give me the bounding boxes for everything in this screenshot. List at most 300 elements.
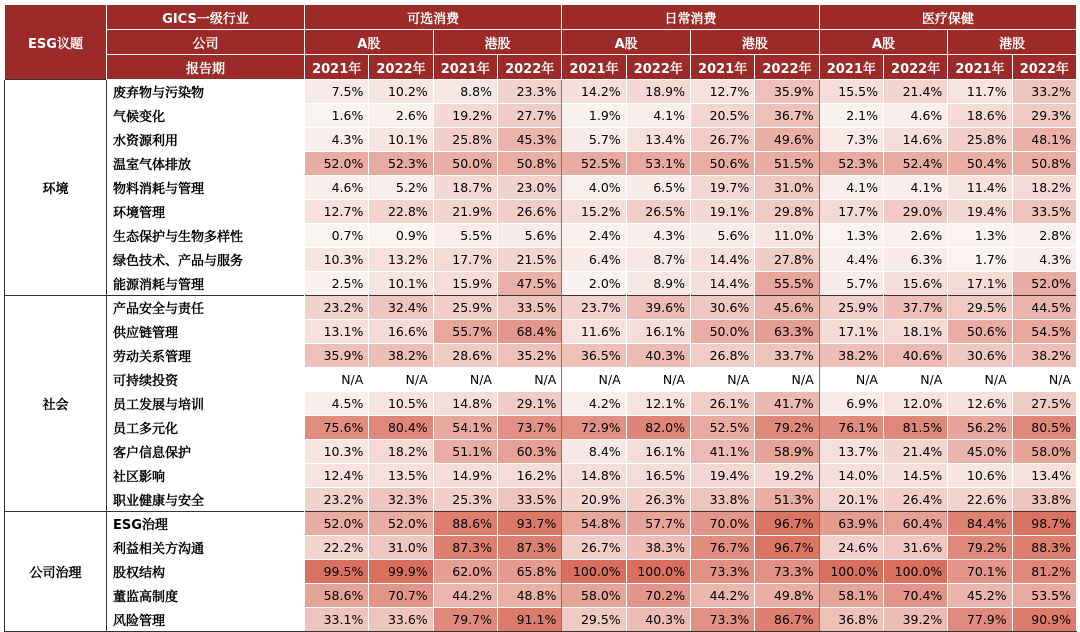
value-cell: 19.1% — [690, 200, 754, 224]
topic-cell: 水资源利用 — [107, 128, 305, 152]
value-cell: 51.3% — [755, 488, 819, 512]
value-cell: 30.6% — [948, 344, 1012, 368]
value-cell: 52.0% — [305, 512, 369, 536]
value-cell: 73.3% — [690, 608, 754, 632]
value-cell: 17.7% — [819, 200, 883, 224]
value-cell: 50.4% — [948, 152, 1012, 176]
value-cell: 48.1% — [1012, 128, 1076, 152]
value-cell: 10.6% — [948, 464, 1012, 488]
value-cell: 23.0% — [497, 176, 561, 200]
value-cell: 96.7% — [755, 512, 819, 536]
table-row — [5, 272, 1077, 296]
value-cell: 58.0% — [1012, 440, 1076, 464]
year-header-2021: 2021年 — [948, 55, 1012, 80]
value-cell: 91.1% — [497, 608, 561, 632]
value-cell: 33.2% — [1012, 80, 1076, 104]
value-cell: 33.5% — [1012, 200, 1076, 224]
value-cell: 29.8% — [755, 200, 819, 224]
year-header-2021: 2021年 — [562, 55, 626, 80]
market-header-a-share: A股 — [819, 30, 948, 55]
value-cell: 52.5% — [690, 416, 754, 440]
value-cell: 0.9% — [369, 224, 433, 248]
value-cell: 23.3% — [497, 80, 561, 104]
value-cell: 49.8% — [755, 584, 819, 608]
header-row-year — [5, 55, 1077, 80]
value-cell: 16.2% — [497, 464, 561, 488]
value-cell: 25.3% — [433, 488, 497, 512]
value-cell: 17.1% — [948, 272, 1012, 296]
value-cell: 99.9% — [369, 560, 433, 584]
value-cell: 33.1% — [305, 608, 369, 632]
topic-cell: 环境管理 — [107, 200, 305, 224]
value-cell: 4.6% — [883, 104, 947, 128]
gics-industry-label: GICS一级行业 — [107, 5, 305, 30]
value-cell: 14.2% — [562, 80, 626, 104]
market-header-a-share: A股 — [562, 30, 691, 55]
value-cell: 26.7% — [690, 128, 754, 152]
value-cell: 30.6% — [690, 296, 754, 320]
value-cell: 50.0% — [690, 320, 754, 344]
topic-cell: 可持续投资 — [107, 368, 305, 392]
value-cell: 11.6% — [562, 320, 626, 344]
value-cell: 99.5% — [305, 560, 369, 584]
value-cell: 16.1% — [626, 440, 690, 464]
value-cell: 86.7% — [755, 608, 819, 632]
value-cell: 23.2% — [305, 488, 369, 512]
value-cell: 45.0% — [948, 440, 1012, 464]
value-cell: 19.4% — [948, 200, 1012, 224]
value-cell: 13.4% — [626, 128, 690, 152]
value-cell: 0.7% — [305, 224, 369, 248]
topic-cell: ESG治理 — [107, 512, 305, 536]
value-cell: 12.7% — [690, 80, 754, 104]
report-period-label: 报告期 — [107, 55, 305, 80]
value-cell: 10.1% — [369, 128, 433, 152]
year-header-2021: 2021年 — [305, 55, 369, 80]
value-cell: 22.2% — [305, 536, 369, 560]
value-cell: N/A — [1012, 368, 1076, 392]
value-cell: 84.4% — [948, 512, 1012, 536]
value-cell: 4.3% — [1012, 248, 1076, 272]
topic-cell: 供应链管理 — [107, 320, 305, 344]
value-cell: 56.2% — [948, 416, 1012, 440]
value-cell: 27.5% — [1012, 392, 1076, 416]
value-cell: 51.5% — [755, 152, 819, 176]
topic-cell: 废弃物与污染物 — [107, 80, 305, 104]
value-cell: 70.0% — [690, 512, 754, 536]
value-cell: 63.3% — [755, 320, 819, 344]
value-cell: 2.6% — [883, 224, 947, 248]
value-cell: 58.6% — [305, 584, 369, 608]
value-cell: 12.7% — [305, 200, 369, 224]
category-cell: 公司治理 — [5, 512, 107, 632]
value-cell: 10.1% — [369, 272, 433, 296]
value-cell: 26.6% — [497, 200, 561, 224]
value-cell: 4.1% — [819, 176, 883, 200]
value-cell: 76.7% — [690, 536, 754, 560]
value-cell: 7.5% — [305, 80, 369, 104]
year-header-2022: 2022年 — [755, 55, 819, 80]
value-cell: 79.7% — [433, 608, 497, 632]
value-cell: 31.0% — [755, 176, 819, 200]
topic-cell: 生态保护与生物多样性 — [107, 224, 305, 248]
value-cell: 100.0% — [883, 560, 947, 584]
value-cell: 60.4% — [883, 512, 947, 536]
year-header-2021: 2021年 — [690, 55, 754, 80]
table-row — [5, 296, 1077, 320]
value-cell: 2.6% — [369, 104, 433, 128]
value-cell: 98.7% — [1012, 512, 1076, 536]
value-cell: 50.6% — [948, 320, 1012, 344]
table-body — [5, 80, 1077, 632]
value-cell: 52.3% — [819, 152, 883, 176]
table-row — [5, 176, 1077, 200]
topic-cell: 能源消耗与管理 — [107, 272, 305, 296]
value-cell: 40.3% — [626, 344, 690, 368]
year-header-2022: 2022年 — [883, 55, 947, 80]
value-cell: 23.2% — [305, 296, 369, 320]
value-cell: 14.0% — [819, 464, 883, 488]
value-cell: 81.5% — [883, 416, 947, 440]
value-cell: 39.6% — [626, 296, 690, 320]
year-header-2022: 2022年 — [1012, 55, 1076, 80]
year-header-2022: 2022年 — [626, 55, 690, 80]
value-cell: N/A — [883, 368, 947, 392]
value-cell: 33.7% — [755, 344, 819, 368]
value-cell: 6.5% — [626, 176, 690, 200]
value-cell: 70.1% — [948, 560, 1012, 584]
value-cell: 36.5% — [562, 344, 626, 368]
value-cell: 49.6% — [755, 128, 819, 152]
value-cell: 60.3% — [497, 440, 561, 464]
table-row — [5, 416, 1077, 440]
value-cell: 16.5% — [626, 464, 690, 488]
value-cell: 10.3% — [305, 248, 369, 272]
value-cell: 32.4% — [369, 296, 433, 320]
table-row — [5, 368, 1077, 392]
value-cell: 4.6% — [305, 176, 369, 200]
value-cell: 38.2% — [1012, 344, 1076, 368]
value-cell: 22.8% — [369, 200, 433, 224]
value-cell: 25.9% — [819, 296, 883, 320]
value-cell: 13.5% — [369, 464, 433, 488]
value-cell: 10.5% — [369, 392, 433, 416]
value-cell: 1.6% — [305, 104, 369, 128]
value-cell: 5.7% — [562, 128, 626, 152]
value-cell: N/A — [690, 368, 754, 392]
value-cell: N/A — [562, 368, 626, 392]
table-row — [5, 536, 1077, 560]
value-cell: 96.7% — [755, 536, 819, 560]
topic-cell: 董监高制度 — [107, 584, 305, 608]
value-cell: 5.5% — [433, 224, 497, 248]
value-cell: 2.5% — [305, 272, 369, 296]
value-cell: 44.5% — [1012, 296, 1076, 320]
value-cell: 25.8% — [948, 128, 1012, 152]
value-cell: 2.0% — [562, 272, 626, 296]
value-cell: 81.2% — [1012, 560, 1076, 584]
header-row-industry — [5, 5, 1077, 30]
value-cell: 15.2% — [562, 200, 626, 224]
value-cell: 63.9% — [819, 512, 883, 536]
topic-cell: 职业健康与安全 — [107, 488, 305, 512]
value-cell: 45.3% — [497, 128, 561, 152]
value-cell: 15.9% — [433, 272, 497, 296]
value-cell: 45.6% — [755, 296, 819, 320]
value-cell: 93.7% — [497, 512, 561, 536]
value-cell: 58.1% — [819, 584, 883, 608]
value-cell: 11.4% — [948, 176, 1012, 200]
value-cell: N/A — [305, 368, 369, 392]
value-cell: 32.3% — [369, 488, 433, 512]
value-cell: 51.1% — [433, 440, 497, 464]
table-row — [5, 560, 1077, 584]
topic-cell: 员工发展与培训 — [107, 392, 305, 416]
value-cell: 13.2% — [369, 248, 433, 272]
value-cell: 2.4% — [562, 224, 626, 248]
header-row-market — [5, 30, 1077, 55]
value-cell: 1.9% — [562, 104, 626, 128]
value-cell: 62.0% — [433, 560, 497, 584]
value-cell: 26.7% — [562, 536, 626, 560]
value-cell: 11.7% — [948, 80, 1012, 104]
value-cell: 21.4% — [883, 440, 947, 464]
value-cell: 33.6% — [369, 608, 433, 632]
value-cell: 13.4% — [1012, 464, 1076, 488]
value-cell: 37.7% — [883, 296, 947, 320]
value-cell: 29.0% — [883, 200, 947, 224]
value-cell: 4.4% — [819, 248, 883, 272]
table-row — [5, 104, 1077, 128]
value-cell: 4.0% — [562, 176, 626, 200]
year-header-2021: 2021年 — [433, 55, 497, 80]
value-cell: 11.0% — [755, 224, 819, 248]
category-cell: 环境 — [5, 80, 107, 296]
value-cell: 8.4% — [562, 440, 626, 464]
value-cell: 48.8% — [497, 584, 561, 608]
table-row — [5, 80, 1077, 104]
value-cell: 8.9% — [626, 272, 690, 296]
table-row — [5, 152, 1077, 176]
value-cell: 1.7% — [948, 248, 1012, 272]
value-cell: 10.3% — [305, 440, 369, 464]
value-cell: 23.7% — [562, 296, 626, 320]
value-cell: 21.4% — [883, 80, 947, 104]
value-cell: 53.5% — [1012, 584, 1076, 608]
value-cell: 52.4% — [883, 152, 947, 176]
esg-disclosure-table — [4, 4, 1077, 632]
value-cell: 13.1% — [305, 320, 369, 344]
value-cell: 19.4% — [690, 464, 754, 488]
topic-cell: 气候变化 — [107, 104, 305, 128]
value-cell: 4.1% — [626, 104, 690, 128]
value-cell: 50.8% — [497, 152, 561, 176]
value-cell: 20.5% — [690, 104, 754, 128]
value-cell: 28.6% — [433, 344, 497, 368]
table-row — [5, 584, 1077, 608]
topic-cell: 温室气体排放 — [107, 152, 305, 176]
table-row — [5, 200, 1077, 224]
value-cell: 58.9% — [755, 440, 819, 464]
value-cell: 20.9% — [562, 488, 626, 512]
value-cell: 44.2% — [690, 584, 754, 608]
value-cell: 21.9% — [433, 200, 497, 224]
value-cell: 12.4% — [305, 464, 369, 488]
topic-cell: 员工多元化 — [107, 416, 305, 440]
industry-header-health-care: 医疗保健 — [819, 5, 1076, 30]
topic-cell: 风险管理 — [107, 608, 305, 632]
value-cell: 55.5% — [755, 272, 819, 296]
market-header-hk-share: 港股 — [948, 30, 1077, 55]
value-cell: 73.3% — [755, 560, 819, 584]
value-cell: 7.3% — [819, 128, 883, 152]
value-cell: 6.9% — [819, 392, 883, 416]
topic-cell: 绿色技术、产品与服务 — [107, 248, 305, 272]
value-cell: 73.7% — [497, 416, 561, 440]
value-cell: 4.3% — [305, 128, 369, 152]
topic-cell: 物料消耗与管理 — [107, 176, 305, 200]
table-row — [5, 392, 1077, 416]
value-cell: 31.0% — [369, 536, 433, 560]
value-cell: 26.5% — [626, 200, 690, 224]
value-cell: 29.5% — [562, 608, 626, 632]
value-cell: 5.6% — [497, 224, 561, 248]
table-row — [5, 344, 1077, 368]
value-cell: 6.3% — [883, 248, 947, 272]
value-cell: 20.1% — [819, 488, 883, 512]
value-cell: 87.3% — [497, 536, 561, 560]
topic-cell: 产品安全与责任 — [107, 296, 305, 320]
value-cell: 5.6% — [690, 224, 754, 248]
value-cell: 29.1% — [497, 392, 561, 416]
table-row — [5, 248, 1077, 272]
table-row — [5, 488, 1077, 512]
value-cell: 38.3% — [626, 536, 690, 560]
year-header-2022: 2022年 — [497, 55, 561, 80]
market-header-a-share: A股 — [305, 30, 434, 55]
value-cell: 70.7% — [369, 584, 433, 608]
value-cell: 44.2% — [433, 584, 497, 608]
value-cell: 2.8% — [1012, 224, 1076, 248]
value-cell: 38.2% — [819, 344, 883, 368]
value-cell: 8.8% — [433, 80, 497, 104]
value-cell: N/A — [626, 368, 690, 392]
value-cell: 100.0% — [626, 560, 690, 584]
value-cell: N/A — [497, 368, 561, 392]
value-cell: 41.1% — [690, 440, 754, 464]
value-cell: 45.2% — [948, 584, 1012, 608]
category-cell: 社会 — [5, 296, 107, 512]
value-cell: 100.0% — [562, 560, 626, 584]
value-cell: 14.4% — [690, 248, 754, 272]
value-cell: 58.0% — [562, 584, 626, 608]
table-row — [5, 512, 1077, 536]
value-cell: 70.2% — [626, 584, 690, 608]
topic-cell: 利益相关方沟通 — [107, 536, 305, 560]
value-cell: N/A — [755, 368, 819, 392]
value-cell: 19.2% — [433, 104, 497, 128]
value-cell: 52.0% — [305, 152, 369, 176]
topic-cell: 股权结构 — [107, 560, 305, 584]
value-cell: 25.8% — [433, 128, 497, 152]
value-cell: 14.5% — [883, 464, 947, 488]
value-cell: 88.3% — [1012, 536, 1076, 560]
value-cell: 79.2% — [948, 536, 1012, 560]
value-cell: 68.4% — [497, 320, 561, 344]
value-cell: 1.3% — [948, 224, 1012, 248]
value-cell: 17.1% — [819, 320, 883, 344]
value-cell: 29.5% — [948, 296, 1012, 320]
value-cell: 79.2% — [755, 416, 819, 440]
value-cell: 2.1% — [819, 104, 883, 128]
value-cell: 90.9% — [1012, 608, 1076, 632]
value-cell: 33.8% — [690, 488, 754, 512]
value-cell: 29.3% — [1012, 104, 1076, 128]
company-label: 公司 — [107, 30, 305, 55]
value-cell: 36.7% — [755, 104, 819, 128]
value-cell: 15.5% — [819, 80, 883, 104]
value-cell: 41.7% — [755, 392, 819, 416]
topic-cell: 客户信息保护 — [107, 440, 305, 464]
topic-cell: 劳动关系管理 — [107, 344, 305, 368]
value-cell: 53.1% — [626, 152, 690, 176]
value-cell: 65.8% — [497, 560, 561, 584]
value-cell: 54.5% — [1012, 320, 1076, 344]
value-cell: 31.6% — [883, 536, 947, 560]
value-cell: 1.3% — [819, 224, 883, 248]
value-cell: 12.1% — [626, 392, 690, 416]
industry-header-consumer-discretionary: 可选消费 — [305, 5, 562, 30]
value-cell: 5.7% — [819, 272, 883, 296]
value-cell: 76.1% — [819, 416, 883, 440]
value-cell: 57.7% — [626, 512, 690, 536]
value-cell: 10.2% — [369, 80, 433, 104]
value-cell: 73.3% — [690, 560, 754, 584]
value-cell: 39.2% — [883, 608, 947, 632]
value-cell: 35.9% — [305, 344, 369, 368]
value-cell: 18.2% — [369, 440, 433, 464]
value-cell: 4.2% — [562, 392, 626, 416]
value-cell: 33.5% — [497, 488, 561, 512]
value-cell: 14.8% — [562, 464, 626, 488]
value-cell: 19.7% — [690, 176, 754, 200]
value-cell: 16.6% — [369, 320, 433, 344]
value-cell: 77.9% — [948, 608, 1012, 632]
value-cell: 14.4% — [690, 272, 754, 296]
value-cell: 18.2% — [1012, 176, 1076, 200]
table-row — [5, 464, 1077, 488]
value-cell: 52.5% — [562, 152, 626, 176]
value-cell: 38.2% — [369, 344, 433, 368]
value-cell: 80.5% — [1012, 416, 1076, 440]
value-cell: 8.7% — [626, 248, 690, 272]
value-cell: 52.0% — [1012, 272, 1076, 296]
value-cell: 33.5% — [497, 296, 561, 320]
table-row — [5, 608, 1077, 632]
value-cell: 21.5% — [497, 248, 561, 272]
value-cell: 6.4% — [562, 248, 626, 272]
value-cell: 22.6% — [948, 488, 1012, 512]
value-cell: 35.9% — [755, 80, 819, 104]
value-cell: N/A — [369, 368, 433, 392]
value-cell: 87.3% — [433, 536, 497, 560]
value-cell: 82.0% — [626, 416, 690, 440]
value-cell: 14.8% — [433, 392, 497, 416]
value-cell: N/A — [819, 368, 883, 392]
value-cell: 40.3% — [626, 608, 690, 632]
value-cell: 52.0% — [369, 512, 433, 536]
value-cell: 36.8% — [819, 608, 883, 632]
